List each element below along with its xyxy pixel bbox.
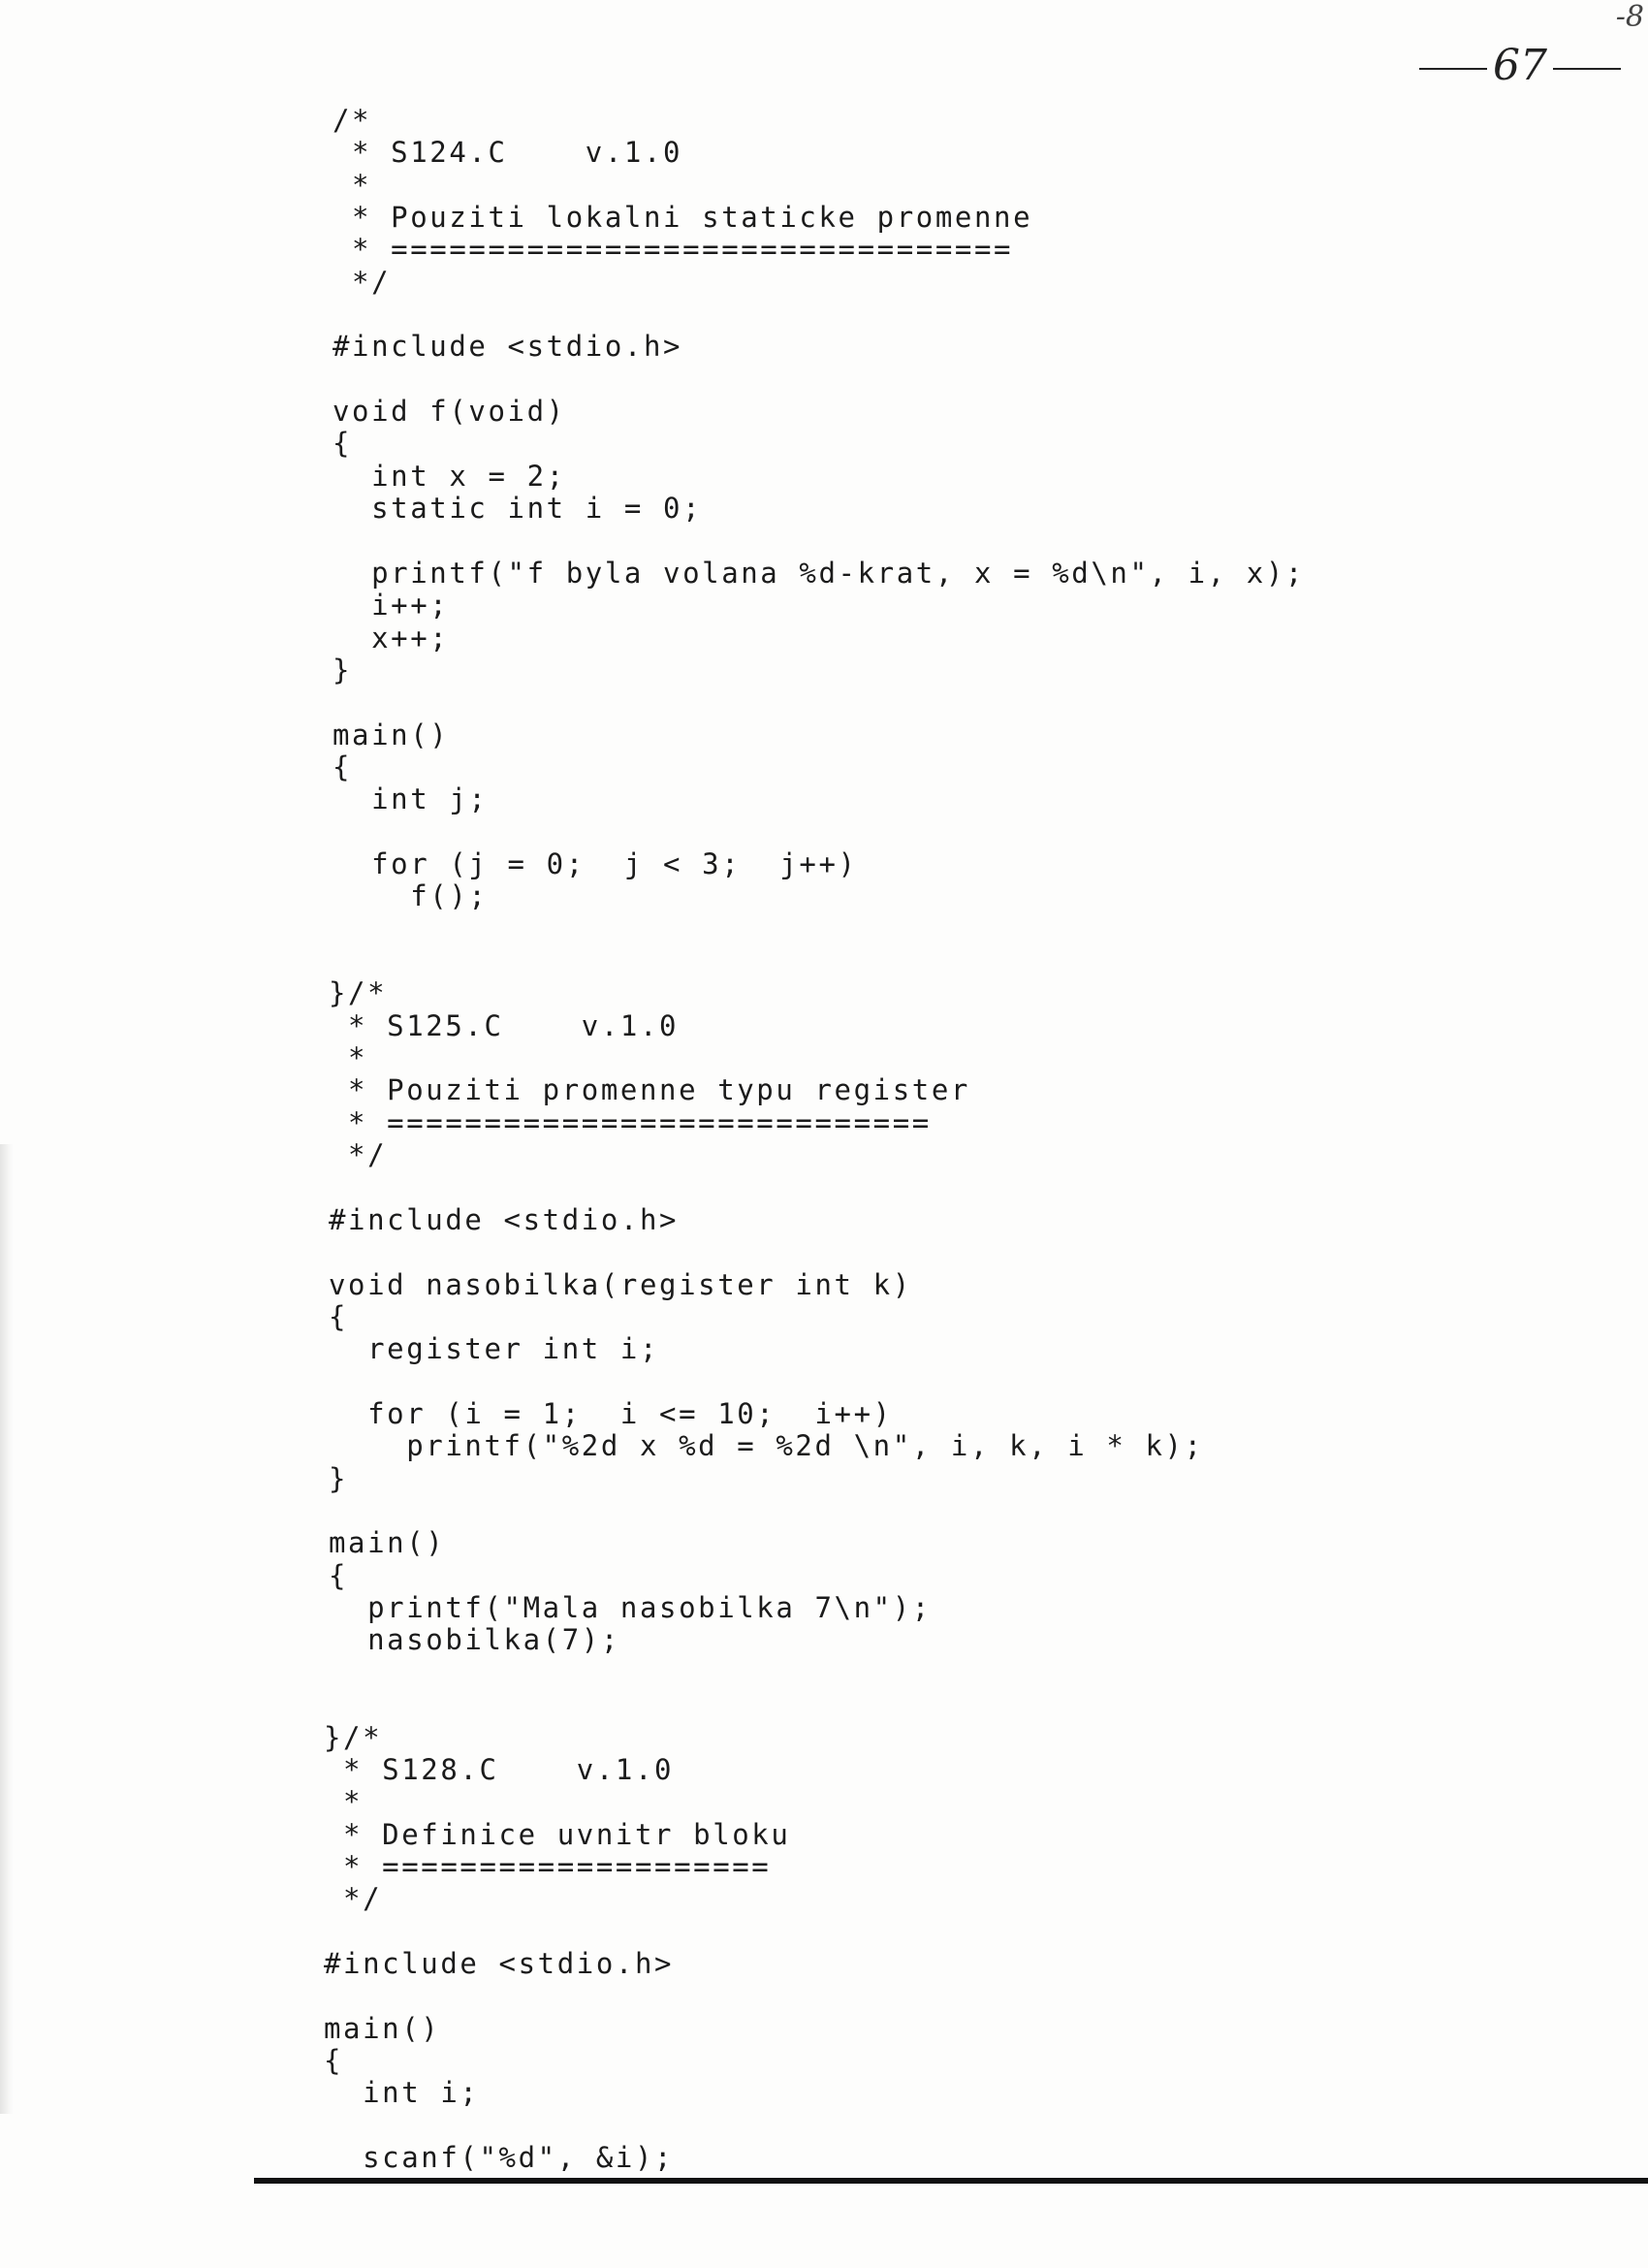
code-line: [333, 687, 1305, 719]
code-line: f();: [333, 879, 489, 913]
code-line: {: [333, 427, 353, 461]
code-listing-s125: [329, 977, 1204, 1721]
code-line: * ================================: [333, 233, 1014, 267]
code-line: [324, 1916, 790, 1948]
code-line: }/*: [329, 976, 388, 1010]
code-line: * ============================: [329, 1105, 932, 1139]
code-line: * S125.C v.1.0: [329, 1008, 680, 1042]
code-line: [324, 1980, 790, 2012]
code-line: * ====================: [324, 1849, 772, 1883]
code-line: [329, 1366, 1204, 1398]
code-line: [329, 1689, 1204, 1721]
code-line: *: [333, 168, 372, 202]
code-line: {: [324, 2043, 344, 2077]
code-line: register int i;: [329, 1332, 660, 1366]
code-line: i++;: [333, 589, 450, 623]
code-line: [333, 945, 1305, 977]
code-line: main(): [324, 2011, 441, 2045]
code-line: [333, 913, 1305, 945]
code-line: }: [329, 1461, 349, 1495]
code-line: static int i = 0;: [333, 492, 703, 526]
code-line: for (i = 1; i <= 10; i++): [329, 1396, 893, 1430]
corner-mark: -8: [1615, 0, 1644, 34]
code-line: main(): [329, 1526, 446, 1560]
bottom-rule: [254, 2178, 1648, 2184]
code-line: {: [329, 1299, 349, 1333]
code-line: printf("f byla volana %d-krat, x = %d\n", i, x);: [333, 556, 1305, 590]
code-line: x++;: [333, 621, 450, 655]
code-line: [329, 1172, 1204, 1204]
code-line: #include <stdio.h>: [329, 1202, 680, 1236]
code-line: nasobilka(7);: [329, 1623, 620, 1657]
code-line: [333, 299, 1305, 331]
code-line: for (j = 0; j < 3; j++): [333, 847, 858, 880]
code-line: }: [333, 653, 353, 687]
page-number-dash-right: [1553, 68, 1621, 70]
code-line: main(): [333, 718, 450, 751]
code-line: * Pouziti lokalni staticke promenne: [333, 201, 1033, 235]
code-line: [333, 525, 1305, 557]
code-line: void f(void): [333, 395, 566, 429]
code-line: int x = 2;: [333, 459, 566, 493]
code-line: [329, 1236, 1204, 1268]
code-line: printf("Mala nasobilka 7\n");: [329, 1590, 932, 1624]
code-line: * S124.C v.1.0: [333, 136, 683, 170]
page-number-dash-left: [1419, 68, 1487, 70]
code-line: [329, 1657, 1204, 1689]
code-line: [333, 364, 1305, 396]
code-line: #include <stdio.h>: [333, 330, 683, 364]
code-line: void nasobilka(register int k): [329, 1267, 912, 1301]
code-line: int i;: [324, 2076, 480, 2110]
code-listing-s128: [324, 1722, 790, 2175]
code-line: * Definice uvnitr bloku: [324, 1817, 791, 1851]
code-line: }/*: [324, 1720, 383, 1754]
code-line: /*: [333, 104, 372, 137]
code-line: scanf("%d", &i);: [324, 2140, 675, 2174]
code-line: */: [324, 1882, 383, 1916]
code-line: *: [329, 1041, 368, 1075]
page-number-text: 67: [1493, 41, 1547, 90]
code-line: */: [333, 265, 392, 299]
code-line: [333, 816, 1305, 848]
page-number: [1413, 41, 1627, 90]
code-line: {: [333, 750, 353, 783]
scan-edge-shadow: [0, 1144, 14, 2114]
code-line: [329, 1495, 1204, 1527]
code-line: printf("%2d x %d = %2d \n", i, k, i * k);: [329, 1429, 1204, 1463]
code-line: *: [324, 1785, 364, 1819]
code-line: {: [329, 1558, 349, 1592]
code-line: * Pouziti promenne typu register: [329, 1073, 970, 1107]
code-line: #include <stdio.h>: [324, 1946, 675, 1980]
code-listing-s124: [333, 105, 1305, 977]
code-line: */: [329, 1138, 388, 1172]
code-line: int j;: [333, 783, 489, 816]
code-line: [324, 2110, 790, 2142]
code-line: * S128.C v.1.0: [324, 1752, 675, 1786]
